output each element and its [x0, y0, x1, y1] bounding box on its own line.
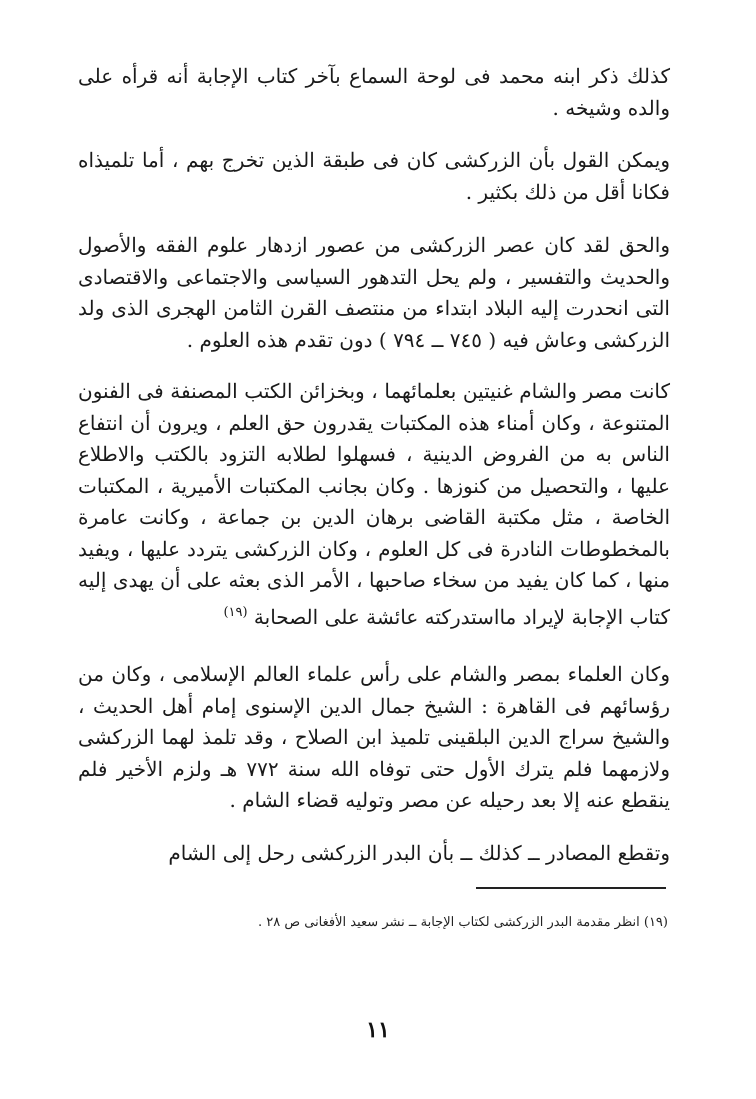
footnote-separator: [476, 887, 666, 889]
paragraph-2: [78, 145, 670, 208]
paragraph-4: [78, 376, 670, 633]
paragraph-5: [78, 659, 670, 817]
page-number: ١١: [366, 1017, 390, 1043]
footnote: (١٩) انظر مقدمة البدر الزركشى لكتاب الإجابة ــ نشر سعيد الأفغانى ص ٢٨ .: [258, 915, 668, 930]
paragraph-3: [78, 230, 670, 356]
paragraph-4-text: كانت مصر والشام غنيتين بعلمائهما ، وبخزائن الكتب المصنفة فى الفنون المتنوعة ، وكان أمناء هذه المكتبات يقدرون حق العلم ، ويرون أن انتفاع الناس به من الفروض الدينية ، فسهلوا لطلابه التزود بالكتب والاطلاع عليها ، والتحصيل من كنوزها . وكان بجانب المكتبات الأميرية ، المكتبات الخاصة ، مثل مكتبة القاضى برهان الدين بن جماعة ، وكانت عامرة بالمخطوطات النادرة فى كل العلوم ، وكان الزركشى يتردد عليها ، ويفيد منها ، كما كان يفيد من سخاء صاحبها ، الأمر الذى بعثه على أن يهدى إليه كتاب الإجابة لإيراد مااستدركته عائشة على الصحابة: [78, 379, 670, 629]
paragraph-3-text: والحق لقد كان عصر الزركشى من عصور ازدهار علوم الفقه والأصول والحديث والتفسير ، ولم يحل التدهور السياسى والاجتماعى والاقتصادى التى انحدرت إليه البلاد ابتداء من منتصف القرن الثامن الهجرى الذى ولد الزركشى وعاش فيه ( ٧٤٥ ــ ٧٩٤ ) دون تقدم هذه العلوم .: [78, 233, 670, 352]
paragraph-6: [78, 838, 670, 870]
paragraph-2-text: ويمكن القول بأن الزركشى كان فى طبقة الذين تخرج بهم ، أما تلميذاه فكانا أقل من ذلك بكثير .: [78, 148, 670, 204]
paragraph-1: [78, 61, 670, 124]
paragraph-6-text: وتقطع المصادر ــ كذلك ــ بأن البدر الزركشى رحل إلى الشام: [168, 841, 670, 865]
paragraph-1-text: كذلك ذكر ابنه محمد فى لوحة السماع بآخر كتاب الإجابة أنه قرأه على والده وشيخه .: [78, 64, 670, 120]
footnote-reference: (١٩): [223, 604, 248, 620]
paragraph-5-text: وكان العلماء بمصر والشام على رأس علماء العالم الإسلامى ، وكان من رؤسائهم فى القاهرة : الشيخ جمال الدين الإسنوى إمام أهل الحديث ، والشيخ سراج الدين البلقينى تلميذ ابن الصلاح ، وقد تلمذ لهما الزركشى ولازمهما فلم يترك الأول حتى توفاه الله سنة ٧٧٢ هـ ولزم الأخير فلم ينقطع عنه إلا بعد رحيله عن مصر وتوليه قضاء الشام .: [78, 662, 670, 812]
